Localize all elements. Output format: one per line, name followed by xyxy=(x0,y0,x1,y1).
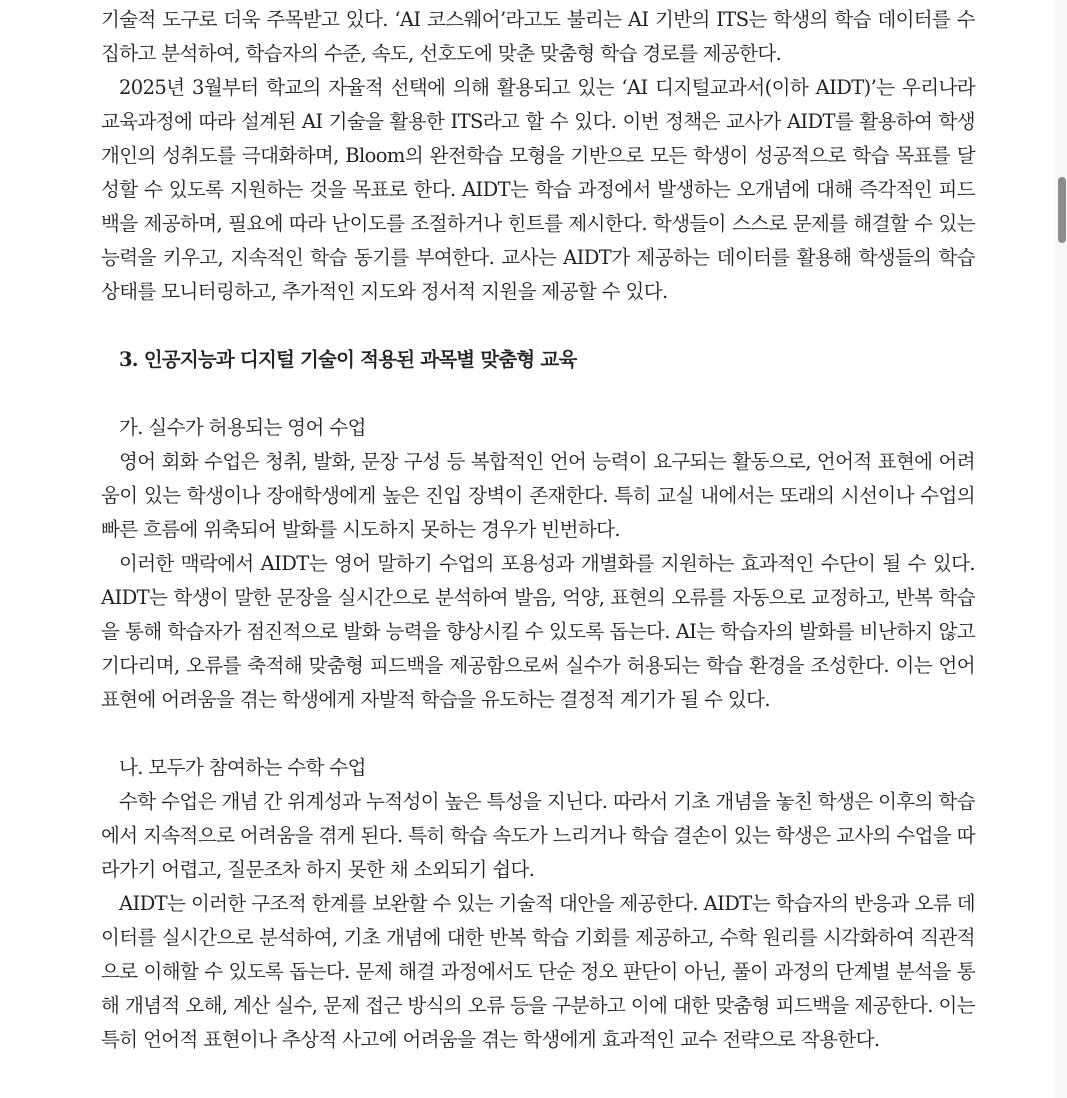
subsection-b-paragraph-1: 수학 수업은 개념 간 위계성과 누적성이 높은 특성을 지닌다. 따라서 기초 개념을 놓친 학생은 이후의 학습에서 지속적으로 어려움을 겪게 된다. 특히 학습 속도가 느리거나 학습 결손이 있는 학생은 교사의 수업을 따라가기 어렵고, 질문조차 하지 못한 채 소외되기 쉽다. xyxy=(101,790,975,881)
section-gap xyxy=(101,309,975,343)
subsection-a-heading: 가. 실수가 허용되는 영어 수업 xyxy=(119,416,366,439)
intro-paragraph-1: 기술적 도구로 더욱 주목받고 있다. ‘AI 코스웨어’라고도 불리는 AI 기반의 ITS는 학생의 학습 데이터를 수집하고 분석하여, 학습자의 수준, 속도, 선호도에 맞춘 맞춤형 학습 경로를 제공한다. xyxy=(101,8,975,65)
subsection-a-paragraph-1: 영어 회화 수업은 청취, 발화, 문장 구성 등 복합적인 언어 능력이 요구되는 활동으로, 언어적 표현에 어려움이 있는 학생이나 장애학생에게 높은 진입 장벽이 존재한다. 특히 교실 내에서는 또래의 시선이나 수업의 빠른 흐름에 위축되어 발화를 시도하지 못하는 경우가 빈번하다. xyxy=(101,450,975,541)
subsection-b-paragraph-2: AIDT는 이러한 구조적 한계를 보완할 수 있는 기술적 대안을 제공한다. AIDT는 학습자의 반응과 오류 데이터를 실시간으로 분석하여, 기초 개념에 대한 반복 학습 기회를 제공하고, 수학 원리를 시각화하여 직관적으로 이해할 수 있도록 돕는다. 문제 해결 과정에서도 단순 정오 판단이 아닌, 풀이 과정의 단계별 분석을 통해 개념적 오해, 계산 실수, 문제 접근 방식의 오류 등을 구분하고 이에 대한 맞춤형 피드백을 제공한다. 이는 특히 언어적 표현이나 추상적 사고에 어려움을 겪는 학생에게 효과적인 교수 전략으로 작용한다. xyxy=(101,892,975,1051)
section-3-heading: 3. 인공지능과 디지털 기술이 적용된 과목별 맞춤형 교육 xyxy=(119,348,577,371)
subsection-b-heading: 나. 모두가 참여하는 수학 수업 xyxy=(119,756,366,779)
document-body xyxy=(101,3,975,1057)
section-gap xyxy=(101,717,975,751)
section-gap xyxy=(101,377,975,411)
subsection-a-paragraph-2: 이러한 맥락에서 AIDT는 영어 말하기 수업의 포용성과 개별화를 지원하는 효과적인 수단이 될 수 있다. AIDT는 학생이 말한 문장을 실시간으로 분석하여 발음, 억양, 표현의 오류를 자동으로 교정하고, 반복 학습을 통해 학습자가 점진적으로 발화 능력을 향상시킬 수 있도록 돕는다. AI는 학습자의 발화를 비난하지 않고 기다리며, 오류를 축적해 맞춤형 피드백을 제공함으로써 실수가 허용되는 학습 환경을 조성한다. 이는 언어 표현에 어려움을 겪는 학생에게 자발적 학습을 유도하는 결정적 계기가 될 수 있다. xyxy=(101,552,975,711)
scrollbar-thumb[interactable] xyxy=(1058,177,1066,243)
intro-paragraph-2: 2025년 3월부터 학교의 자율적 선택에 의해 활용되고 있는 ‘AI 디지털교과서(이하 AIDT)’는 우리나라 교육과정에 따라 설계된 AI 기술을 활용한 ITS라고 할 수 있다. 이번 정책은 교사가 AIDT를 활용하여 학생 개인의 성취도를 극대화하며, Bloom의 완전학습 모형을 기반으로 모든 학생이 성공적으로 학습 목표를 달성할 수 있도록 지원하는 것을 목표로 한다. AIDT는 학습 과정에서 발생하는 오개념에 대해 즉각적인 피드백을 제공하며, 필요에 따라 난이도를 조절하거나 힌트를 제시한다. 학생들이 스스로 문제를 해결할 수 있는 능력을 키우고, 지속적인 학습 동기를 부여한다. 교사는 AIDT가 제공하는 데이터를 활용해 학생들의 학습 상태를 모니터링하고, 추가적인 지도와 정서적 지원을 제공할 수 있다. xyxy=(101,76,975,303)
vertical-scrollbar[interactable] xyxy=(1055,0,1067,1098)
